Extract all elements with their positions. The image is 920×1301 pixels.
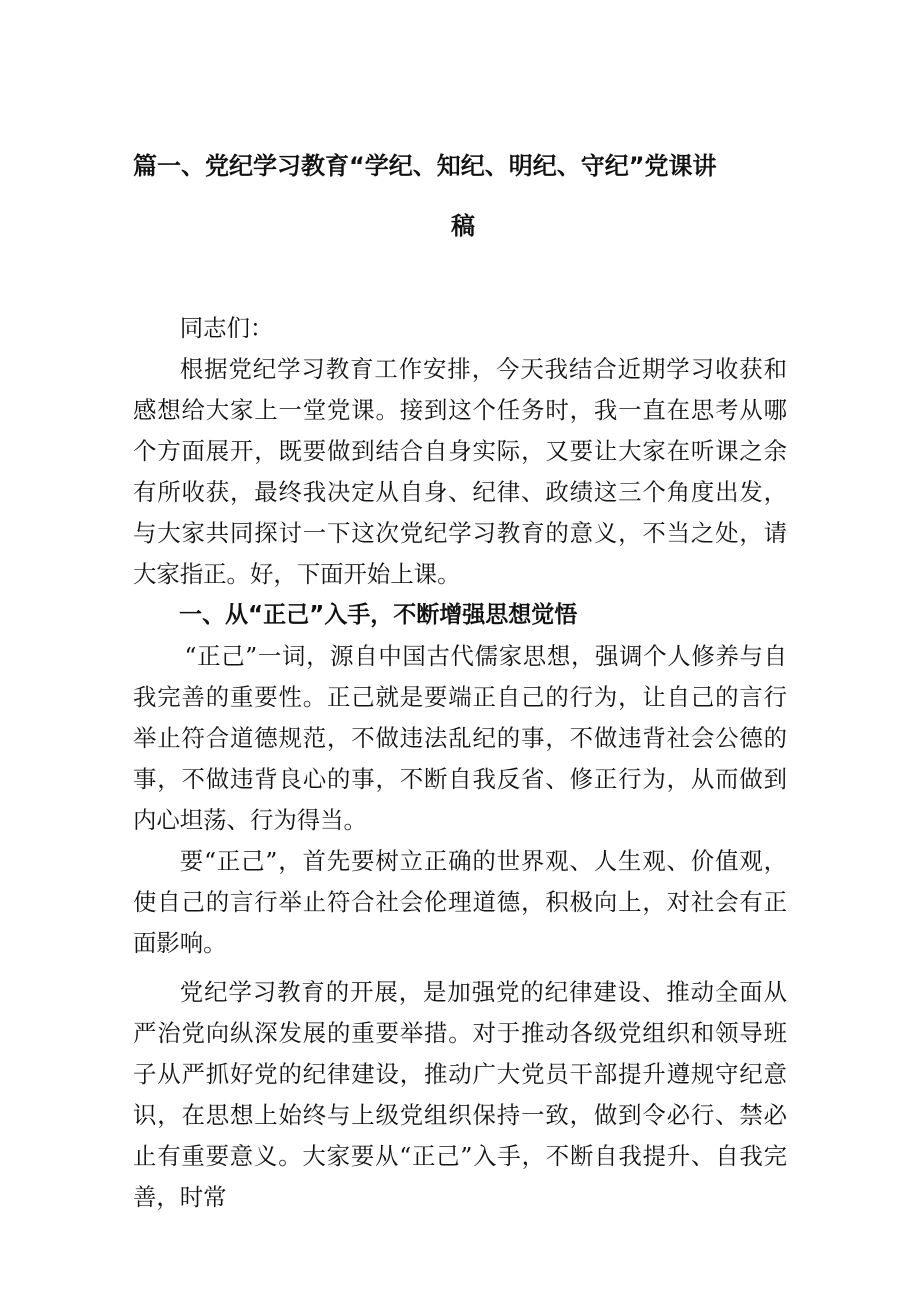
paragraph-zhengji-definition: “正己”一词，源自中国古代儒家思想，强调个人修养与自我完善的重要性。正己就是要端正自己的行为，让自己的言行举止符合道德规范，不做违法乱纪的事，不做违背社会公德的事，不做违背良心的事，不断自我反省、修正行为，从而做到内心坦荡、行为得当。 [133,642,787,834]
salutation: 同志们： [179,314,274,342]
document-body [133,308,787,1218]
paragraph-education-significance: 党纪学习教育的开展，是加强党的纪律建设、推动全面从严治党向纵深发展的重要举措。对于推动各级党组织和领导班子从严抓好党的纪律建设，推动广大党员干部提升遵规守纪意识，在思想上始终与上级党组织保持一致，做到令必行、禁必止有重要意义。大家要从“正己”入手，不断自我提升、自我完善，时常 [133,978,787,1211]
document-title-line-1: 篇一、党纪学习教育“学纪、知纪、明纪、守纪”党课讲 [133,152,717,180]
paragraph-intro: 根据党纪学习教育工作安排，今天我结合近期学习收获和感想给大家上一堂党课。接到这个任务时，我一直在思考从哪个方面展开，既要做到结合自身实际，又要让大家在听课之余有所收获，最终我决定从自身、纪律、政绩这三个角度出发，与大家共同探讨一下这次党纪学习教育的意义，不当之处，请大家指正。好，下面开始上课。 [133,355,787,588]
document-title-line-2: 稿 [451,212,475,240]
section-heading-1: 一、从“正己”入手，不断增强思想觉悟 [179,602,578,628]
paragraph-zhengji-requirement: 要“正己”，首先要树立正确的世界观、人生观、价值观，使自己的言行举止符合社会伦理道德，积极向上，对社会有正面影响。 [133,847,787,957]
